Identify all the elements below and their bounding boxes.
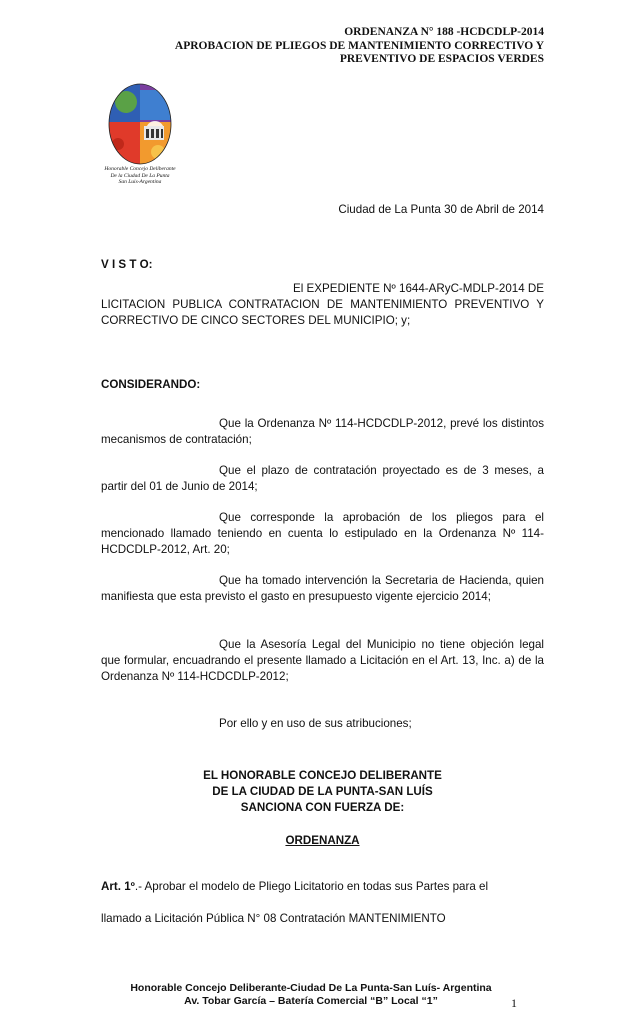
considerando-paragraph: Que la Asesoría Legal del Municipio no tiene objeción legal que formular, encuadrando el presente llamado a Licitación en el Art. 13, Inc. a) de la Ordenanza Nº 114-HCDCDLP-2012; [101,638,544,683]
logo-caption: Honorable Concejo Deliberante De la Ciudad De La Punta San Luis-Argentina [104,166,176,185]
visto-paragraph [101,281,544,328]
article-1-line2: llamado a Licitación Pública N° 08 Contratación MANTENIMIENTO [101,912,446,925]
article-1-line1: Art. 1º.- Aprobar el modelo de Pliego Licitatorio en todas sus Partes para el [101,880,489,893]
header-subtitle-line2: PREVENTIVO DE ESPACIOS VERDES [339,53,544,65]
considerando-paragraph: Que la Ordenanza Nº 114-HCDCDLP-2012, prevé los distintos mecanismos de contratación; [101,417,544,446]
considerando-paragraph: Que corresponde la aprobación de los pliegos para el mencionado llamado teniendo en cuenta lo estipulado en la Ordenanza Nº 114-HCDCDLP-2012, Art. 20; [101,511,544,556]
egg-logo-icon [100,82,180,166]
document-header [175,26,544,67]
considerando-heading: CONSIDERANDO: [101,378,201,391]
considerando-paragraph: Por ello y en uso de sus atribuciones; [219,717,412,730]
date-line: Ciudad de La Punta 30 de Abril de 2014 [338,203,544,216]
considerando-paragraph: Que el plazo de contratación proyectado es de 3 meses, a partir del 01 de Junio de 2014; [101,464,544,493]
document-footer: Honorable Concejo Deliberante-Ciudad De La Punta-San Luís- Argentina Av. Tobar García – Batería Comercial “B” Local “1” [130,982,492,1007]
visto-heading: V I S T O: [101,258,153,271]
ordenanza-title: ORDENANZA [285,834,360,847]
header-title: ORDENANZA N° 188 -HCDCDLP-2014 [344,26,544,38]
visto-body: LICITACION PUBLICA CONTRATACION DE MANTENIMIENTO PREVENTIVO Y CORRECTIVO DE CINCO SECTORES DEL MUNICIPIO; y; [101,297,544,327]
considerando-paragraph: Que ha tomado intervención la Secretaria de Hacienda, quien manifiesta que esta previsto el gasto en presupuesto vigente ejercicio 2014; [101,574,544,603]
visto-first-line: El EXPEDIENTE Nº 1644-ARyC-MDLP-2014 DE [292,282,544,295]
page-number: 1 [511,996,517,1010]
sanciona-block: EL HONORABLE CONCEJO DELIBERANTE DE LA CIUDAD DE LA PUNTA-SAN LUÍS SANCIONA CON FUERZA DE: [203,769,442,814]
header-subtitle-line1: APROBACION DE PLIEGOS DE MANTENIMIENTO CORRECTIVO Y [174,39,544,52]
